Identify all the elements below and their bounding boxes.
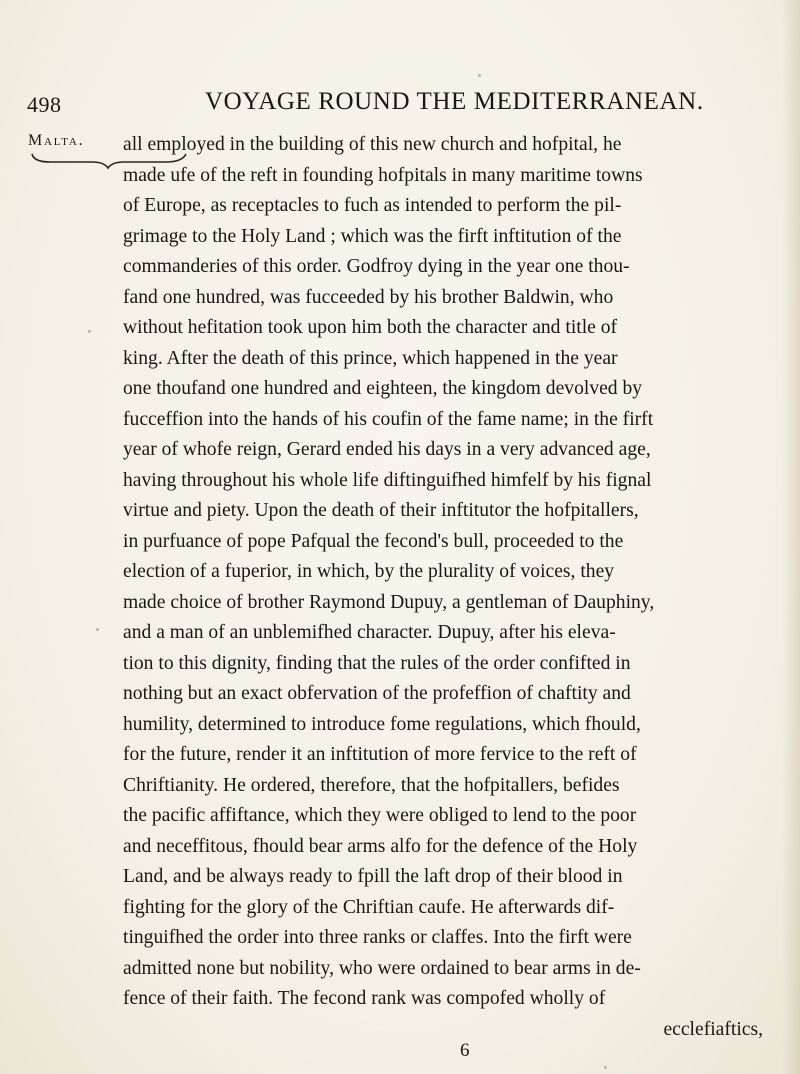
foxing-speck <box>478 74 481 77</box>
text-line: all employed in the building of this new church and hofpital, he <box>123 134 622 155</box>
text-line: made choice of brother Raymond Dupuy, a gentleman of Dauphiny, <box>123 591 655 613</box>
text-line: Land, and be always ready to fpill the laft drop of their blood in <box>123 866 623 887</box>
text-line: fand one hundred, was fucceeded by his brother Baldwin, who <box>123 286 614 308</box>
text-line: king. After the death of this prince, which happened in the year <box>123 347 618 369</box>
text-line: year of whofe reign, Gerard ended his days in a very advanced age, <box>123 439 651 460</box>
text-line: election of a fuperior, in which, by the plurality of voices, they <box>123 561 615 582</box>
text-line: humility, determined to introduce fome regulations, which fhould, <box>123 713 641 735</box>
page-edge-shadow <box>782 0 800 1074</box>
text-line: having throughout his whole life diftinguifhed himfelf by his fignal <box>123 469 652 491</box>
signature-mark: 6 <box>460 1040 470 1061</box>
text-line: fence of their faith. The fecond rank was compofed wholly of <box>123 988 606 1009</box>
text-line: in purfuance of pope Pafqual the fecond's bull, proceeded to the <box>123 530 624 552</box>
text-line: virtue and piety. Upon the death of their inftitutor the hofpitallers, <box>123 500 639 521</box>
text-line: the pacific affiftance, which they were obliged to lend to the poor <box>123 805 637 826</box>
foxing-speck <box>88 330 91 333</box>
text-line: tion to this dignity, finding that the rules of the order confifted in <box>123 652 631 674</box>
page-number: 498 <box>27 92 62 117</box>
text-line: and a man of an unblemifhed character. Dupuy, after his eleva- <box>123 622 616 643</box>
text-line: and neceffitous, fhould bear arms alfo for the defence of the Holy <box>123 835 638 857</box>
catchword-line: ecclefiaftics, <box>663 1018 763 1040</box>
text-line: Chriftianity. He ordered, therefore, that the hofpitallers, befides <box>123 774 620 796</box>
text-line: fighting for the glory of the Chriftian caufe. He afterwards dif- <box>123 896 615 918</box>
margin-note: Malta. <box>28 132 85 149</box>
text-line: made ufe of the reft in founding hofpitals in many maritime towns <box>123 164 643 186</box>
text-line: commanderies of this order. Godfroy dying in the year one thou- <box>123 256 630 277</box>
text-line: nothing but an exact obfervation of the profeffion of chaftity and <box>123 683 631 704</box>
text-line: grimage to the Holy Land ; which was the firft inftitution of the <box>123 225 622 247</box>
running-title: VOYAGE ROUND THE MEDITERRANEAN. <box>205 88 704 115</box>
text-line: tinguifhed the order into three ranks or claffes. Into the firft were <box>123 927 632 948</box>
text-line: without hefitation took upon him both the character and title of <box>123 317 618 338</box>
text-line: one thoufand one hundred and eighteen, the kingdom devolved by <box>123 378 643 399</box>
text-line: for the future, render it an inftitution of more fervice to the reft of <box>123 744 637 765</box>
text-line: fucceffion into the hands of his coufin of the fame name; in the firft <box>123 408 654 430</box>
body-text <box>123 130 763 1045</box>
foxing-speck <box>604 1066 607 1069</box>
foxing-speck <box>96 628 99 631</box>
text-line: admitted none but nobility, who were ordained to bear arms in de- <box>123 957 641 979</box>
text-line: of Europe, as receptacles to fuch as intended to perform the pil- <box>123 195 622 216</box>
